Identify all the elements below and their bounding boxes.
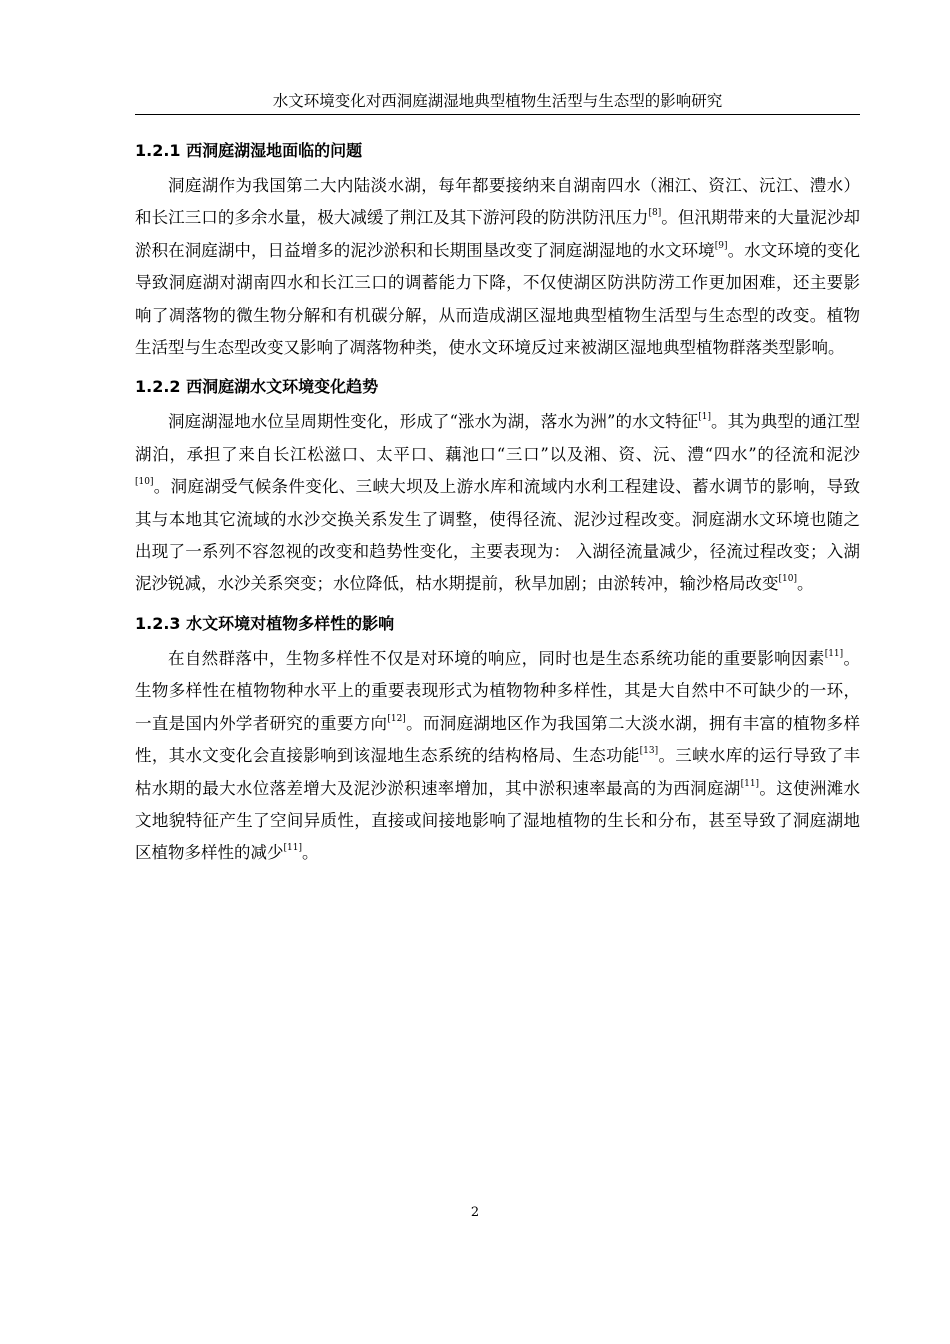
section-paragraph [135, 406, 860, 600]
paragraph-text: 。三峡水库的运行导致了丰枯水期的最大水位落差增大及泥沙淤积速率增加，其中淤积速率最高的为西洞庭湖 [135, 746, 861, 798]
paragraph-text: 。而洞庭湖地区作为我国第二大淡水湖，拥有丰富的植物多样性，其水文变化会直接影响到该湿地生态系统的结构格局、生态功能 [135, 713, 861, 766]
citation-ref: [11] [740, 778, 760, 789]
section-paragraph [135, 170, 860, 364]
citation-ref: [13] [639, 746, 659, 757]
section-1-2-1 [135, 138, 860, 364]
paragraph-text: 。这使洲滩水文地貌特征产生了空间异质性，直接或间接地影响了湿地植物的生长和分布，甚至导致了洞庭湖地区植物多样性的减少 [135, 778, 861, 863]
running-header: 水文环境变化对西洞庭湖湿地典型植物生活型与生态型的影响研究 [135, 90, 860, 115]
paragraph-text: 洞庭湖作为我国第二大内陆淡水湖，每年都要接纳来自湖南四水（湘江、资江、沅江、澧水）和长江三口的多余水量，极大减缓了荆江及其下游河段的防洪防汛压力 [135, 176, 860, 228]
citation-ref: [8] [648, 208, 662, 219]
paragraph-text: 。 [796, 574, 814, 594]
section-heading: 1.2.1 西洞庭湖湿地面临的问题 [135, 141, 363, 160]
section-1-2-3 [135, 611, 860, 870]
section-1-2-2 [135, 374, 860, 600]
citation-ref: [11] [824, 648, 844, 659]
citation-ref: [10] [135, 477, 154, 488]
section-heading: 1.2.3 水文环境对植物多样性的影响 [135, 613, 395, 633]
paragraph-text: 。但汛期带来的大量泥沙却淤积在洞庭湖中，日益增多的泥沙淤积和长期围垦改变了洞庭湖湿地的水文环境 [135, 208, 861, 260]
section-paragraph [135, 643, 860, 870]
page-content [135, 138, 860, 880]
paragraph-text: 。其为典型的通江型湖泊，承担了来自长江松滋口、太平口、藕池口“三口”以及湘、资、沅、澧“四水”的径流和泥沙 [135, 412, 861, 464]
page-number: 2 [470, 1205, 480, 1220]
section-heading: 1.2.2 西洞庭湖水文环境变化趋势 [135, 377, 379, 397]
paragraph-text: 。 [301, 843, 319, 863]
citation-ref: [9] [714, 240, 728, 251]
paragraph-text: 。洞庭湖受气候条件变化、三峡大坝及上游水库和流域内水利工程建设、蓄水调节的影响，导致其与本地其它流域的水沙交换关系发生了调整，使得径流、泥沙过程改变。洞庭湖水文环境也随之出现了一系列不容忽视的改变和趋势性变化，主要表现为： 入湖径流量减少，径流过程改变；入湖泥沙锐减，水沙关系突变；水位降低，枯水期提前，秋旱加剧；由淤转冲，输沙格局改变 [135, 477, 860, 594]
citation-ref: [11] [283, 843, 302, 854]
paragraph-text: 。水文环境的变化导致洞庭湖对湖南四水和长江三口的调蓄能力下降，不仅使湖区防洪防涝工作更加困难，还主要影响了凋落物的微生物分解和有机碳分解，从而造成湖区湿地典型植物生活型与生态型的改变。植物生活型与生态型改变又影响了凋落物种类，使水文环境反过来被湖区湿地典型植物群落类型影响。 [135, 240, 861, 358]
paragraph-text: 洞庭湖湿地水位呈周期性变化，形成了“涨水为湖，落水为洲”的水文特征 [168, 412, 699, 432]
paragraph-text: 。生物多样性在植物物种水平上的重要表现形式为植物物种多样性，其是大自然中不可缺少的一环，一直是国内外学者研究的重要方向 [135, 648, 861, 733]
paragraph-text: 在自然群落中，生物多样性不仅是对环境的响应，同时也是生态系统功能的重要影响因素 [168, 648, 825, 668]
citation-ref: [1] [698, 412, 711, 423]
citation-ref: [10] [778, 574, 797, 585]
citation-ref: [12] [387, 713, 406, 724]
